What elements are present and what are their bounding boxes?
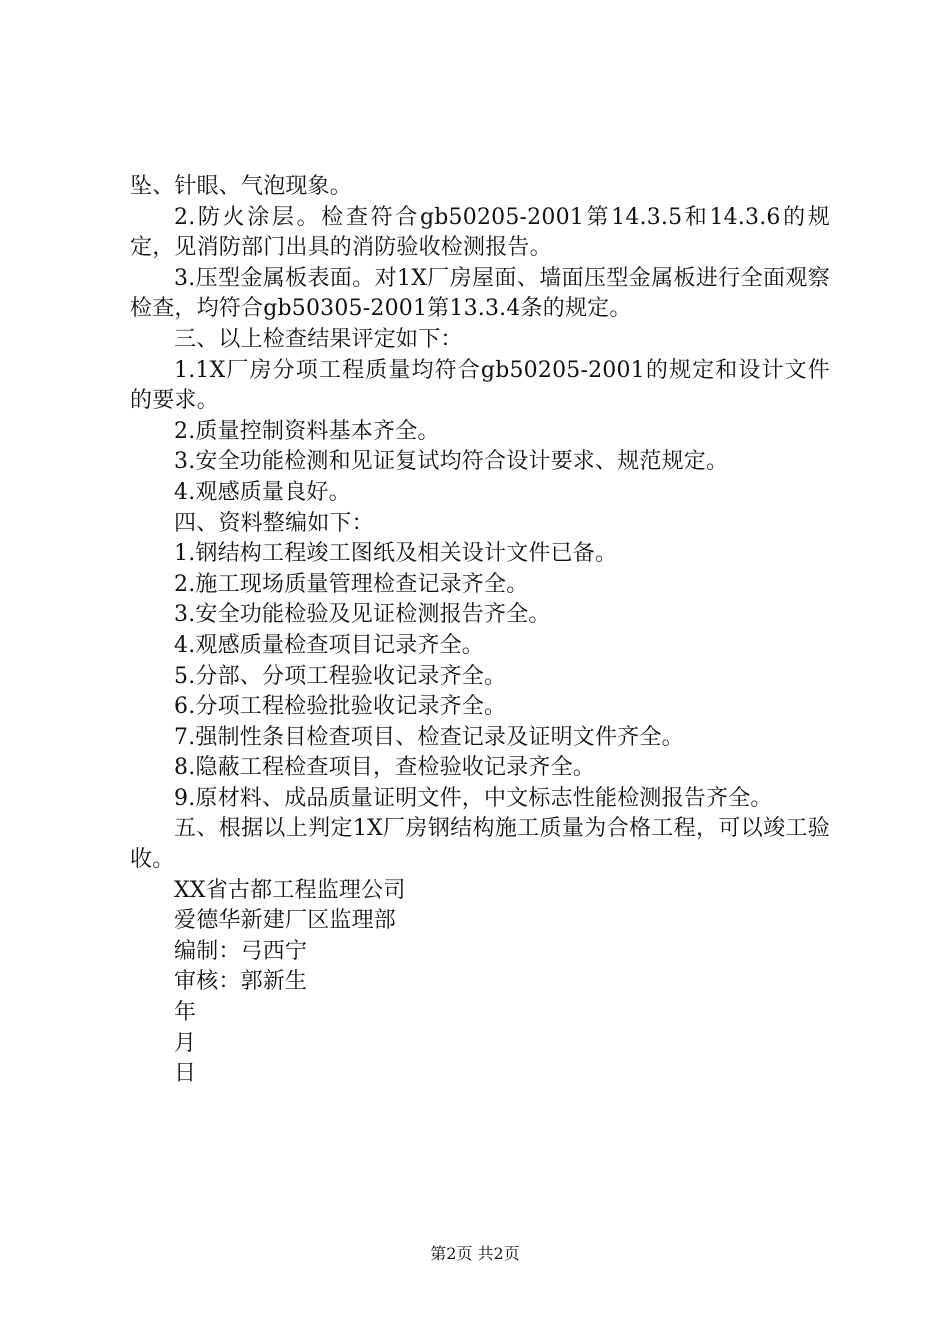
signature-compiled-by: 编制：弓西宁 xyxy=(174,938,308,964)
document-item-2: 2.施工现场质量管理检查记录齐全。 xyxy=(174,571,529,597)
document-item-3: 3.安全功能检验及见证检测报告齐全。 xyxy=(174,602,551,628)
section-heading-conclusion: 五、根据以上判定1X厂房钢结构施工质量为合格工程，可以竣工验收。 xyxy=(130,816,830,873)
document-item-9: 9.原材料、成品质量证明文件，中文标志性能检测报告齐全。 xyxy=(174,785,773,811)
document-item-7: 7.强制性条目检查项目、检查记录及证明文件齐全。 xyxy=(174,724,684,750)
document-item-1: 1.钢结构工程竣工图纸及相关设计文件已备。 xyxy=(174,541,618,567)
signature-company: XX省古都工程监理公司 xyxy=(174,877,406,903)
evaluation-item-1: 1.1X厂房分项工程质量均符合gb50205-2001的规定和设计文件的要求。 xyxy=(130,357,830,414)
signature-block xyxy=(130,876,830,1090)
section-heading-documents: 四、资料整编如下： xyxy=(174,510,374,536)
document-item-8: 8.隐蔽工程检查项目，查检验收记录齐全。 xyxy=(174,755,595,781)
document-item-6: 6.分项工程检验批验收记录齐全。 xyxy=(174,694,507,720)
document-body xyxy=(130,172,830,1090)
document-item-5: 5.分部、分项工程验收记录齐全。 xyxy=(174,663,507,689)
signature-month: 月 xyxy=(174,1030,197,1056)
signature-day: 日 xyxy=(174,1061,197,1087)
page-footer: 第2页 共2页 xyxy=(430,1244,520,1263)
section-heading-evaluation: 三、以上检查结果评定如下： xyxy=(174,326,463,352)
signature-reviewed-by: 审核：郭新生 xyxy=(174,969,308,995)
paragraph-continuation: 坠、针眼、气泡现象。 xyxy=(130,174,353,199)
evaluation-item-3: 3.安全功能检测和见证复试均符合设计要求、规范规定。 xyxy=(174,449,729,475)
paragraph-fireproof-coating: 2.防火涂层。检查符合gb50205-2001第14.3.5和14.3.6的规定，见消防部门出具的消防验收检测报告。 xyxy=(130,204,830,261)
signature-year: 年 xyxy=(174,1000,197,1026)
document-item-4: 4.观感质量检查项目记录齐全。 xyxy=(174,632,484,658)
evaluation-item-4: 4.观感质量良好。 xyxy=(174,479,351,505)
paragraph-metal-panel: 3.压型金属板表面。对1X厂房屋面、墙面压型金属板进行全面观察检查，均符合gb50305-2001第13.3.4条的规定。 xyxy=(130,265,830,322)
signature-department: 爱德华新建厂区监理部 xyxy=(174,908,397,934)
evaluation-item-2: 2.质量控制资料基本齐全。 xyxy=(174,418,440,444)
